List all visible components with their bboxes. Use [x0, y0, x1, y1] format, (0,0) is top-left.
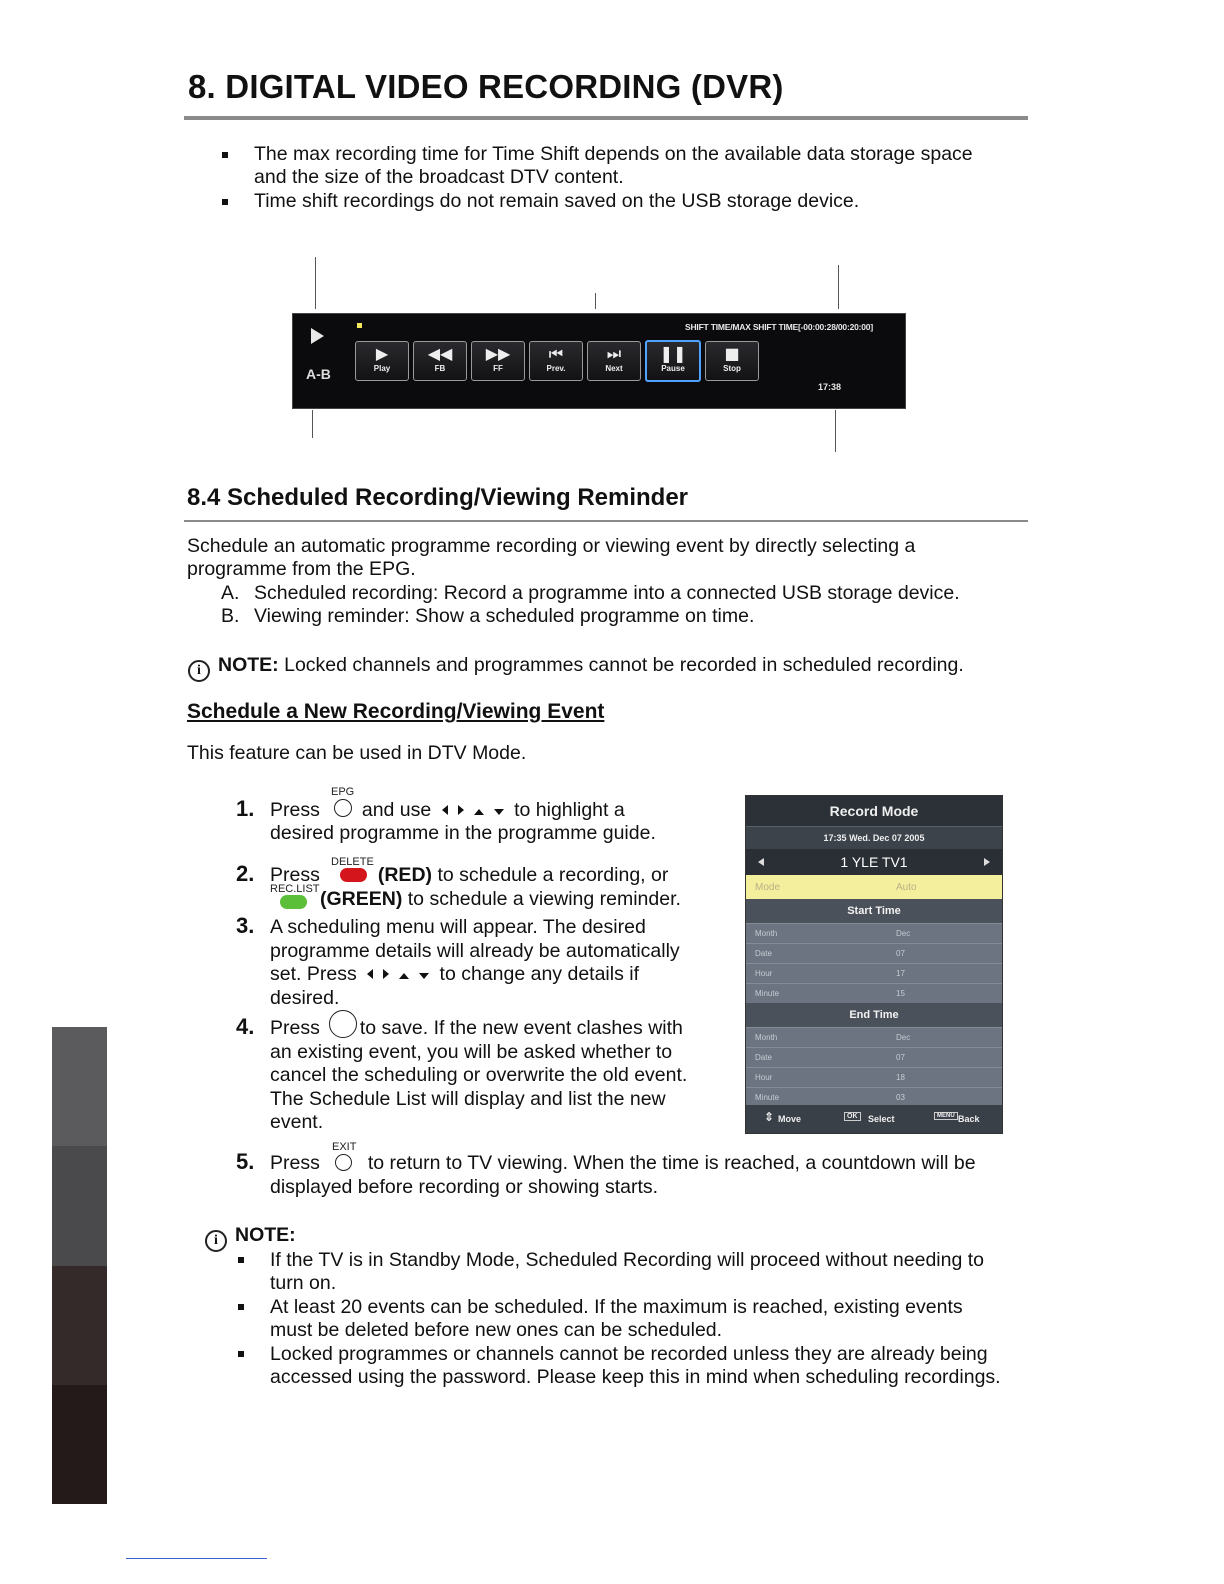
end-month-row[interactable]: [746, 1027, 1002, 1047]
record-mode-panel: [745, 795, 1003, 1134]
step-3-line-2: programme details will already be automatically: [270, 940, 680, 962]
exit-key-label: EXIT: [332, 1141, 357, 1153]
row-value: 17: [896, 969, 905, 978]
note-bullet-text: turn on.: [270, 1272, 337, 1294]
step-number: 2.: [236, 861, 255, 886]
row-label: Date: [755, 1053, 772, 1062]
rec-list-key-label: REC.LIST: [270, 883, 320, 895]
record-mode-datetime: 17:35 Wed. Dec 07 2005: [746, 826, 1002, 849]
row-label: Date: [755, 949, 772, 958]
ab-repeat-label: A-B: [306, 366, 331, 382]
fast-backward-icon: ◀◀: [427, 344, 453, 363]
fast-forward-icon: ▶▶: [485, 344, 511, 363]
step-4-line-4: The Schedule List will display and list the new: [270, 1088, 666, 1110]
bullet-text: and the size of the broadcast DTV content.: [254, 166, 624, 188]
side-tab: [52, 1266, 107, 1385]
callout-line: [838, 265, 839, 309]
row-value: 07: [896, 949, 905, 958]
section-intro: Schedule an automatic programme recording or viewing event by directly selecting a: [187, 535, 916, 557]
bullet-square: [238, 1351, 244, 1357]
delete-key-label: DELETE: [331, 856, 374, 868]
step-4-line-1: [270, 1017, 683, 1041]
button-label: Pause: [661, 364, 685, 373]
mode-value: Auto: [896, 882, 917, 893]
start-hour-row[interactable]: [746, 963, 1002, 983]
note-bullet-text: accessed using the password. Please keep this in mind when scheduling recordings.: [270, 1366, 1001, 1388]
step-text: to save. If the new event clashes with: [359, 1017, 683, 1039]
arrow-down-icon: [419, 973, 429, 979]
list-item: Scheduled recording: Record a programme into a connected USB storage device.: [254, 582, 960, 604]
step-text: set. Press: [270, 963, 357, 985]
step-text: to change any details if: [439, 963, 640, 985]
pause-button[interactable]: [645, 340, 701, 382]
arrow-left-icon: [442, 805, 448, 815]
bullet-square: [238, 1304, 244, 1310]
row-value: 07: [896, 1053, 905, 1062]
row-value: 03: [896, 1093, 905, 1102]
callout-line: [835, 410, 836, 452]
notes-heading: [205, 1224, 296, 1252]
list-item: Viewing reminder: Show a scheduled programme on time.: [254, 605, 755, 627]
step-3-line-1: A scheduling menu will appear. The desired: [270, 916, 646, 938]
row-value: Dec: [896, 1033, 911, 1042]
title-rule: [184, 116, 1028, 120]
start-date-row[interactable]: [746, 943, 1002, 963]
play-button[interactable]: [355, 341, 409, 381]
step-text: Press: [270, 864, 320, 886]
stop-icon: ■: [724, 344, 740, 363]
channel-name: 1 YLE TV1: [840, 854, 908, 870]
skip-next-icon: ⏭: [606, 344, 622, 363]
step-text: Press: [270, 1017, 320, 1039]
callout-line: [595, 293, 596, 309]
chapter-side-tabs: [52, 1027, 107, 1504]
bullet-square: [238, 1257, 244, 1263]
end-date-row[interactable]: [746, 1047, 1002, 1067]
start-time-heading: Start Time: [746, 899, 1002, 923]
callout-line: [315, 257, 316, 309]
record-mode-footer: [746, 1105, 1002, 1133]
step-text: Press: [270, 799, 320, 821]
row-label: Month: [755, 929, 778, 938]
side-tab: [52, 1146, 107, 1265]
start-month-row[interactable]: [746, 923, 1002, 943]
green-label: (GREEN): [320, 888, 403, 910]
step-1-line-1: [270, 799, 625, 823]
step-text: Press: [270, 1152, 320, 1174]
menu-key-icon: MENU: [934, 1112, 958, 1120]
step-3-line-3: [270, 963, 639, 987]
chevron-right-icon[interactable]: [984, 858, 990, 866]
step-number: 5.: [236, 1149, 255, 1174]
footer-select-label: Select: [868, 1114, 895, 1124]
step-number: 3.: [236, 913, 255, 938]
step-text: to schedule a viewing reminder.: [407, 888, 681, 910]
end-time-heading: End Time: [746, 1003, 1002, 1027]
step-number: 4.: [236, 1014, 255, 1039]
step-3-line-4: desired.: [270, 987, 340, 1009]
timeshift-bar: [292, 313, 906, 409]
record-mode-title: Record Mode: [746, 796, 1002, 826]
mode-label: Mode: [755, 882, 781, 893]
step-4-line-3: cancel the scheduling or overwrite the old event.: [270, 1064, 688, 1086]
list-letter: A.: [221, 582, 240, 604]
row-value: 18: [896, 1073, 905, 1082]
step-text: to highlight a: [514, 799, 625, 821]
row-label: Hour: [755, 969, 773, 978]
row-value: 15: [896, 989, 905, 998]
section-title: 8.4 Scheduled Recording/Viewing Reminder: [187, 484, 689, 511]
step-2-line-2: [320, 888, 681, 912]
epg-key-label: EPG: [331, 786, 355, 798]
notes-label: NOTE:: [235, 1224, 296, 1246]
note-label: NOTE:: [218, 654, 279, 676]
step-4-line-2: an existing event, you will be asked whether to: [270, 1041, 673, 1063]
stop-button[interactable]: [705, 341, 759, 381]
chevron-left-icon[interactable]: [758, 858, 764, 866]
step-number: 1.: [236, 796, 255, 821]
step-2-line-1: [270, 864, 668, 888]
red-label: (RED): [377, 864, 433, 886]
skip-previous-icon: ⏮: [548, 344, 564, 363]
bullet-text: The max recording time for Time Shift depends on the available data storage space: [254, 143, 973, 165]
pause-icon: ❚❚: [659, 344, 687, 363]
row-label: Minute: [755, 989, 780, 998]
side-tab: [52, 1385, 107, 1504]
ok-key-icon: OK: [844, 1112, 861, 1121]
row-label: Month: [755, 1033, 778, 1042]
fb-button[interactable]: [413, 341, 467, 381]
arrow-up-icon: [399, 973, 409, 979]
button-label: Next: [605, 364, 623, 373]
step-5-line-1: [270, 1152, 976, 1176]
footer-link-line: [126, 1558, 267, 1559]
arrow-down-icon: [494, 809, 504, 815]
list-letter: B.: [221, 605, 240, 627]
button-label: Stop: [723, 364, 741, 373]
row-label: Hour: [755, 1073, 773, 1082]
arrow-right-icon: [458, 805, 464, 815]
info-icon: i: [188, 660, 210, 682]
mode-row[interactable]: [746, 875, 1002, 899]
step-5-line-2: displayed before recording or showing starts.: [270, 1176, 659, 1198]
arrow-right-icon: [383, 969, 389, 979]
arrow-left-icon: [367, 969, 373, 979]
bullet-square: [222, 199, 228, 205]
step-1-line-2: desired programme in the programme guide.: [270, 822, 656, 844]
step-text: and use: [361, 799, 432, 821]
button-label: Prev.: [546, 364, 566, 373]
footer-move-label: Move: [778, 1114, 802, 1124]
page-title: 8. DIGITAL VIDEO RECORDING (DVR): [188, 68, 784, 105]
button-label: FF: [493, 364, 503, 373]
note-bullet-text: must be deleted before new ones can be scheduled.: [270, 1319, 723, 1341]
bullet-square: [222, 152, 228, 158]
callout-line: [312, 410, 313, 438]
footer-back-label: Back: [958, 1114, 980, 1124]
prev-button[interactable]: [529, 341, 583, 381]
info-icon: i: [205, 1230, 227, 1252]
end-minute-row[interactable]: [746, 1087, 1002, 1107]
note-bullet-text: If the TV is in Standby Mode, Scheduled Recording will proceed without needing to: [270, 1249, 984, 1271]
end-hour-row[interactable]: [746, 1067, 1002, 1087]
start-minute-row[interactable]: [746, 983, 1002, 1003]
note-line: [188, 654, 964, 682]
row-value: Dec: [896, 929, 911, 938]
section-rule: [184, 520, 1028, 522]
button-label: FB: [434, 364, 446, 373]
side-tab: [52, 1027, 107, 1146]
step-4-line-5: event.: [270, 1111, 324, 1133]
ff-button[interactable]: [471, 341, 525, 381]
green-key-icon: [280, 895, 307, 909]
next-button[interactable]: [587, 341, 641, 381]
clock-readout: 17:38: [818, 382, 842, 392]
row-label: Minute: [755, 1093, 780, 1102]
button-label: Play: [373, 364, 391, 373]
play-status-icon: [311, 328, 324, 344]
play-icon: ▶: [375, 344, 389, 363]
channel-selector[interactable]: [746, 849, 1002, 875]
recording-indicator: [357, 323, 362, 328]
up-down-arrow-icon: ⇕: [764, 1110, 775, 1124]
section-intro: programme from the EPG.: [187, 558, 416, 580]
note-bullet-text: Locked programmes or channels cannot be recorded unless they are already being: [270, 1343, 988, 1365]
shift-time-readout: SHIFT TIME/MAX SHIFT TIME[-00:00:28/00:20:00]: [685, 322, 873, 332]
subsection-title: Schedule a New Recording/Viewing Event: [187, 700, 605, 723]
bullet-text: Time shift recordings do not remain saved on the USB storage device.: [254, 190, 860, 212]
note-bullet-text: At least 20 events can be scheduled. If the maximum is reached, existing events: [270, 1296, 963, 1318]
note-text: Locked channels and programmes cannot be recorded in scheduled recording.: [284, 654, 964, 676]
subsection-intro: This feature can be used in DTV Mode.: [187, 742, 527, 764]
step-text: to schedule a recording, or: [437, 864, 669, 886]
step-text: to return to TV viewing. When the time is reached, a countdown will be: [367, 1152, 976, 1174]
arrow-up-icon: [474, 809, 484, 815]
